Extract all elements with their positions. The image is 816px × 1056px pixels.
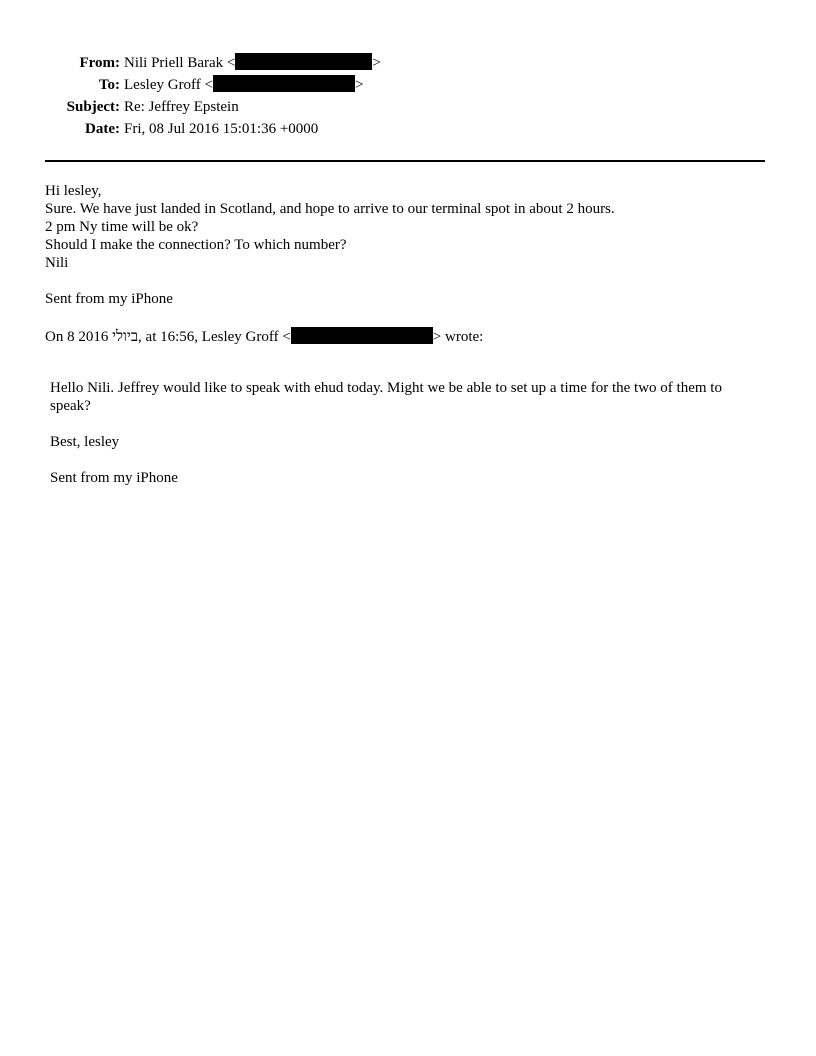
- email-header: [0, 52, 816, 140]
- date-label: Date:: [85, 121, 120, 137]
- from-close-bracket: >: [372, 55, 381, 71]
- attribution-prefix: On 8 2016 ביולי, at 16:56, Lesley Groff <: [45, 329, 291, 345]
- to-close-bracket: >: [355, 77, 364, 93]
- subject-row: [0, 96, 816, 118]
- date-row: [0, 118, 816, 140]
- quoted-body: Hello Nili. Jeffrey would like to speak with ehud today. Might we be able to set up a time for the two of them to speak?: [50, 380, 722, 414]
- email-body: [45, 182, 765, 308]
- date-value: Fri, 08 Jul 2016 15:01:36 +0000: [124, 121, 319, 137]
- header-divider: [45, 160, 765, 162]
- from-row: [0, 52, 816, 74]
- to-name: Lesley Groff <: [124, 77, 213, 93]
- body-signature: Sent from my iPhone: [45, 291, 173, 307]
- from-label: From:: [79, 55, 120, 71]
- to-email-redaction: [213, 75, 355, 92]
- body-line: 2 pm Ny time will be ok?: [45, 219, 199, 235]
- subject-value: Re: Jeffrey Epstein: [124, 99, 239, 115]
- subject-label: Subject:: [66, 99, 120, 115]
- reply-attribution: [45, 327, 483, 346]
- body-line: Nili: [45, 255, 69, 271]
- to-row: [0, 74, 816, 96]
- to-label: To:: [98, 77, 120, 93]
- from-email-redaction: [235, 53, 372, 70]
- quoted-signature: Sent from my iPhone: [50, 470, 178, 486]
- body-spacer: [45, 272, 765, 290]
- body-line: Hi lesley,: [45, 183, 102, 199]
- attribution-suffix: > wrote:: [432, 329, 484, 345]
- quoted-message: [50, 379, 762, 505]
- body-line: Should I make the connection? To which number?: [45, 237, 347, 253]
- quoted-closing: Best, lesley: [50, 434, 120, 450]
- from-name: Nili Priell Barak <: [124, 55, 236, 71]
- body-line: Sure. We have just landed in Scotland, and hope to arrive to our terminal spot in about 2 hours.: [45, 201, 615, 217]
- attribution-email-redaction: [291, 327, 433, 344]
- from-value: [124, 52, 381, 74]
- to-value: [124, 74, 363, 96]
